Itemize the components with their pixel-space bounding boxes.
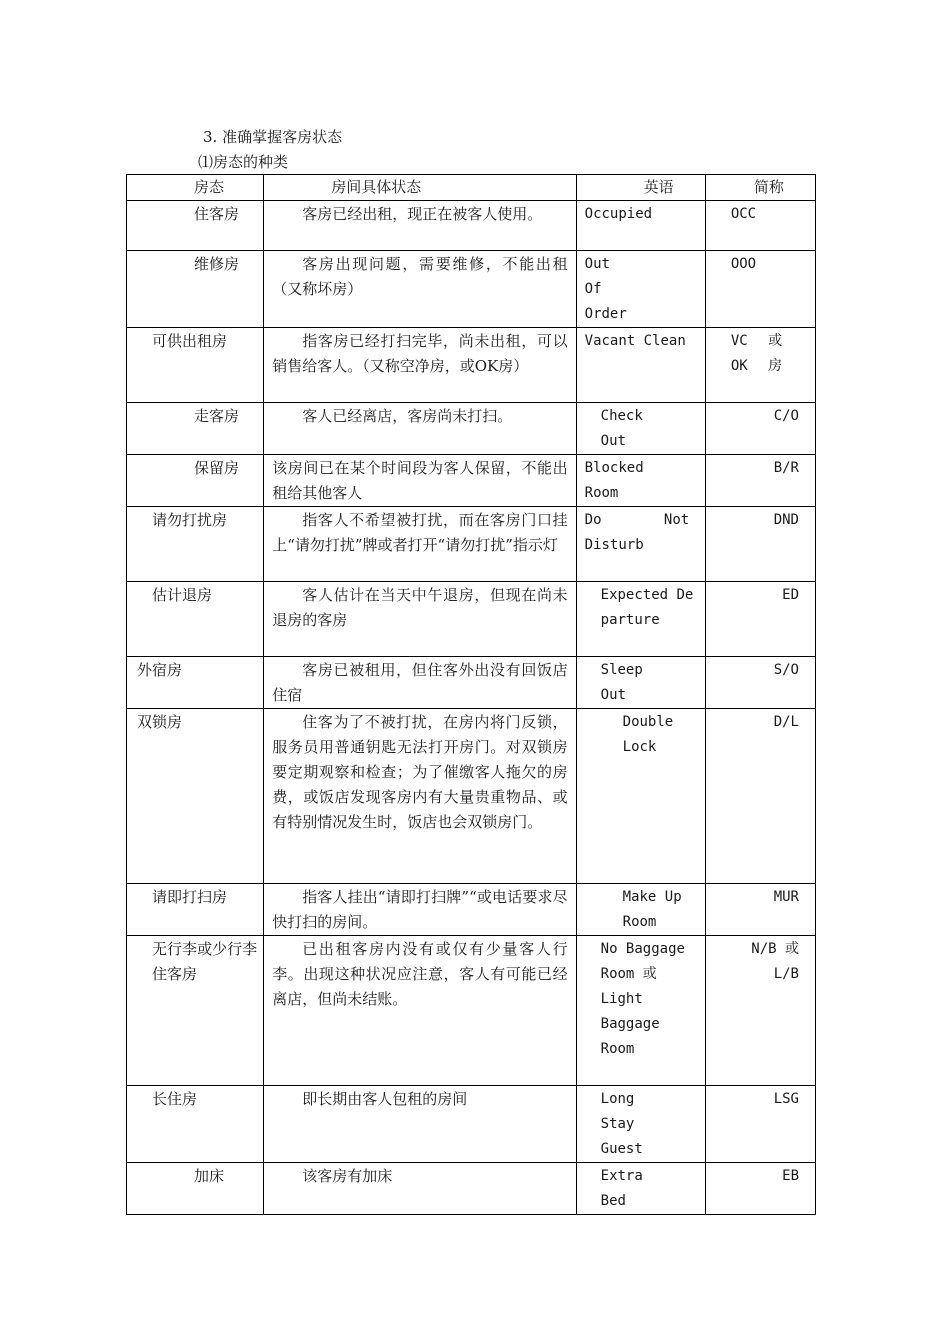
- table-row: [127, 455, 816, 507]
- table-row: [127, 884, 816, 936]
- cell-english: Extra Bed: [576, 1163, 705, 1215]
- cell-abbreviation: OOO: [705, 251, 815, 328]
- header-status: 房态: [127, 175, 264, 201]
- cell-abbreviation: MUR: [705, 884, 815, 936]
- cell-english: Expected Departure: [576, 582, 705, 657]
- cell-description: 该客房有加床: [264, 1163, 576, 1215]
- room-status-table: [126, 174, 816, 1215]
- cell-status: 请即打扫房: [127, 884, 264, 936]
- cell-english: Do Not Disturb: [576, 507, 705, 582]
- cell-abbreviation: D/L: [705, 709, 815, 884]
- cell-abbreviation: OCC: [705, 201, 815, 251]
- table-row: [127, 328, 816, 403]
- section-heading: 3. 准确掌握客房状态: [203, 128, 343, 146]
- cell-english: Check Out: [576, 403, 705, 455]
- cell-status: 外宿房: [127, 657, 264, 709]
- cell-description: 指客人挂出“请即打扫牌”“或电话要求尽快打扫的房间。: [264, 884, 576, 936]
- cell-english: Double Lock: [576, 709, 705, 884]
- cell-english: Make Up Room: [576, 884, 705, 936]
- sub-heading: ⑴房态的种类: [198, 153, 289, 171]
- cell-status: 估计退房: [127, 582, 264, 657]
- cell-abbreviation: ED: [705, 582, 815, 657]
- table-row: [127, 709, 816, 884]
- cell-status: 双锁房: [127, 709, 264, 884]
- table-row: [127, 657, 816, 709]
- header-abbreviation: 简称: [705, 175, 815, 201]
- table-row: [127, 1086, 816, 1163]
- cell-english: No Baggage Room 或 Light Baggage Room: [576, 936, 705, 1086]
- cell-abbreviation: B/R: [705, 455, 815, 507]
- cell-english: Blocked Room: [576, 455, 705, 507]
- header-description: 房间具体状态: [264, 175, 576, 201]
- cell-english: Sleep Out: [576, 657, 705, 709]
- cell-description: 指客房已经打扫完毕，尚未出租，可以销售给客人。（又称空净房，或OK房）: [264, 328, 576, 403]
- cell-abbreviation: N/B 或 L/B: [705, 936, 815, 1086]
- cell-abbreviation: EB: [705, 1163, 815, 1215]
- cell-status: 走客房: [127, 403, 264, 455]
- cell-abbreviation: S/O: [705, 657, 815, 709]
- table-row: [127, 201, 816, 251]
- cell-description: 即长期由客人包租的房间: [264, 1086, 576, 1163]
- cell-abbreviation: VC 或 OK 房: [705, 328, 815, 403]
- cell-description: 客人估计在当天中午退房，但现在尚未退房的客房: [264, 582, 576, 657]
- table-row: [127, 251, 816, 328]
- table-row: [127, 1163, 816, 1215]
- cell-description: 客人已经离店，客房尚未打扫。: [264, 403, 576, 455]
- cell-description: 客房已被租用，但住客外出没有回饭店住宿: [264, 657, 576, 709]
- cell-status: 无行李或少行李住客房: [127, 936, 264, 1086]
- table-header-row: [127, 175, 816, 201]
- cell-status: 可供出租房: [127, 328, 264, 403]
- cell-abbreviation: DND: [705, 507, 815, 582]
- table-row: [127, 582, 816, 657]
- cell-status: 加床: [127, 1163, 264, 1215]
- cell-description: 住客为了不被打扰，在房内将门反锁，服务员用普通钥匙无法打开房门。对双锁房要定期观察和检查；为了催缴客人拖欠的房费，或饭店发现客房内有大量贵重物品、或有特别情况发生时，饭店也会双锁房门。: [264, 709, 576, 884]
- cell-description: 指客人不希望被打扰，而在客房门口挂上“请勿打扰”牌或者打开“请勿打扰”指示灯: [264, 507, 576, 582]
- cell-status: 长住房: [127, 1086, 264, 1163]
- cell-description: 客房已经出租，现正在被客人使用。: [264, 201, 576, 251]
- table-row: [127, 507, 816, 582]
- table-row: [127, 936, 816, 1086]
- cell-description: 客房出现问题，需要维修，不能出租（又称坏房）: [264, 251, 576, 328]
- cell-status: 维修房: [127, 251, 264, 328]
- cell-english: Vacant Clean: [576, 328, 705, 403]
- header-english: 英语: [576, 175, 705, 201]
- cell-english: Long Stay Guest: [576, 1086, 705, 1163]
- cell-abbreviation: C/O: [705, 403, 815, 455]
- cell-status: 请勿打扰房: [127, 507, 264, 582]
- table-row: [127, 403, 816, 455]
- cell-description: 已出租客房内没有或仅有少量客人行李。出现这种状况应注意，客人有可能已经离店，但尚未结账。: [264, 936, 576, 1086]
- cell-status: 住客房: [127, 201, 264, 251]
- cell-abbreviation: LSG: [705, 1086, 815, 1163]
- cell-description: 该房间已在某个时间段为客人保留，不能出租给其他客人: [264, 455, 576, 507]
- cell-english: Out Of Order: [576, 251, 705, 328]
- cell-status: 保留房: [127, 455, 264, 507]
- cell-english: Occupied: [576, 201, 705, 251]
